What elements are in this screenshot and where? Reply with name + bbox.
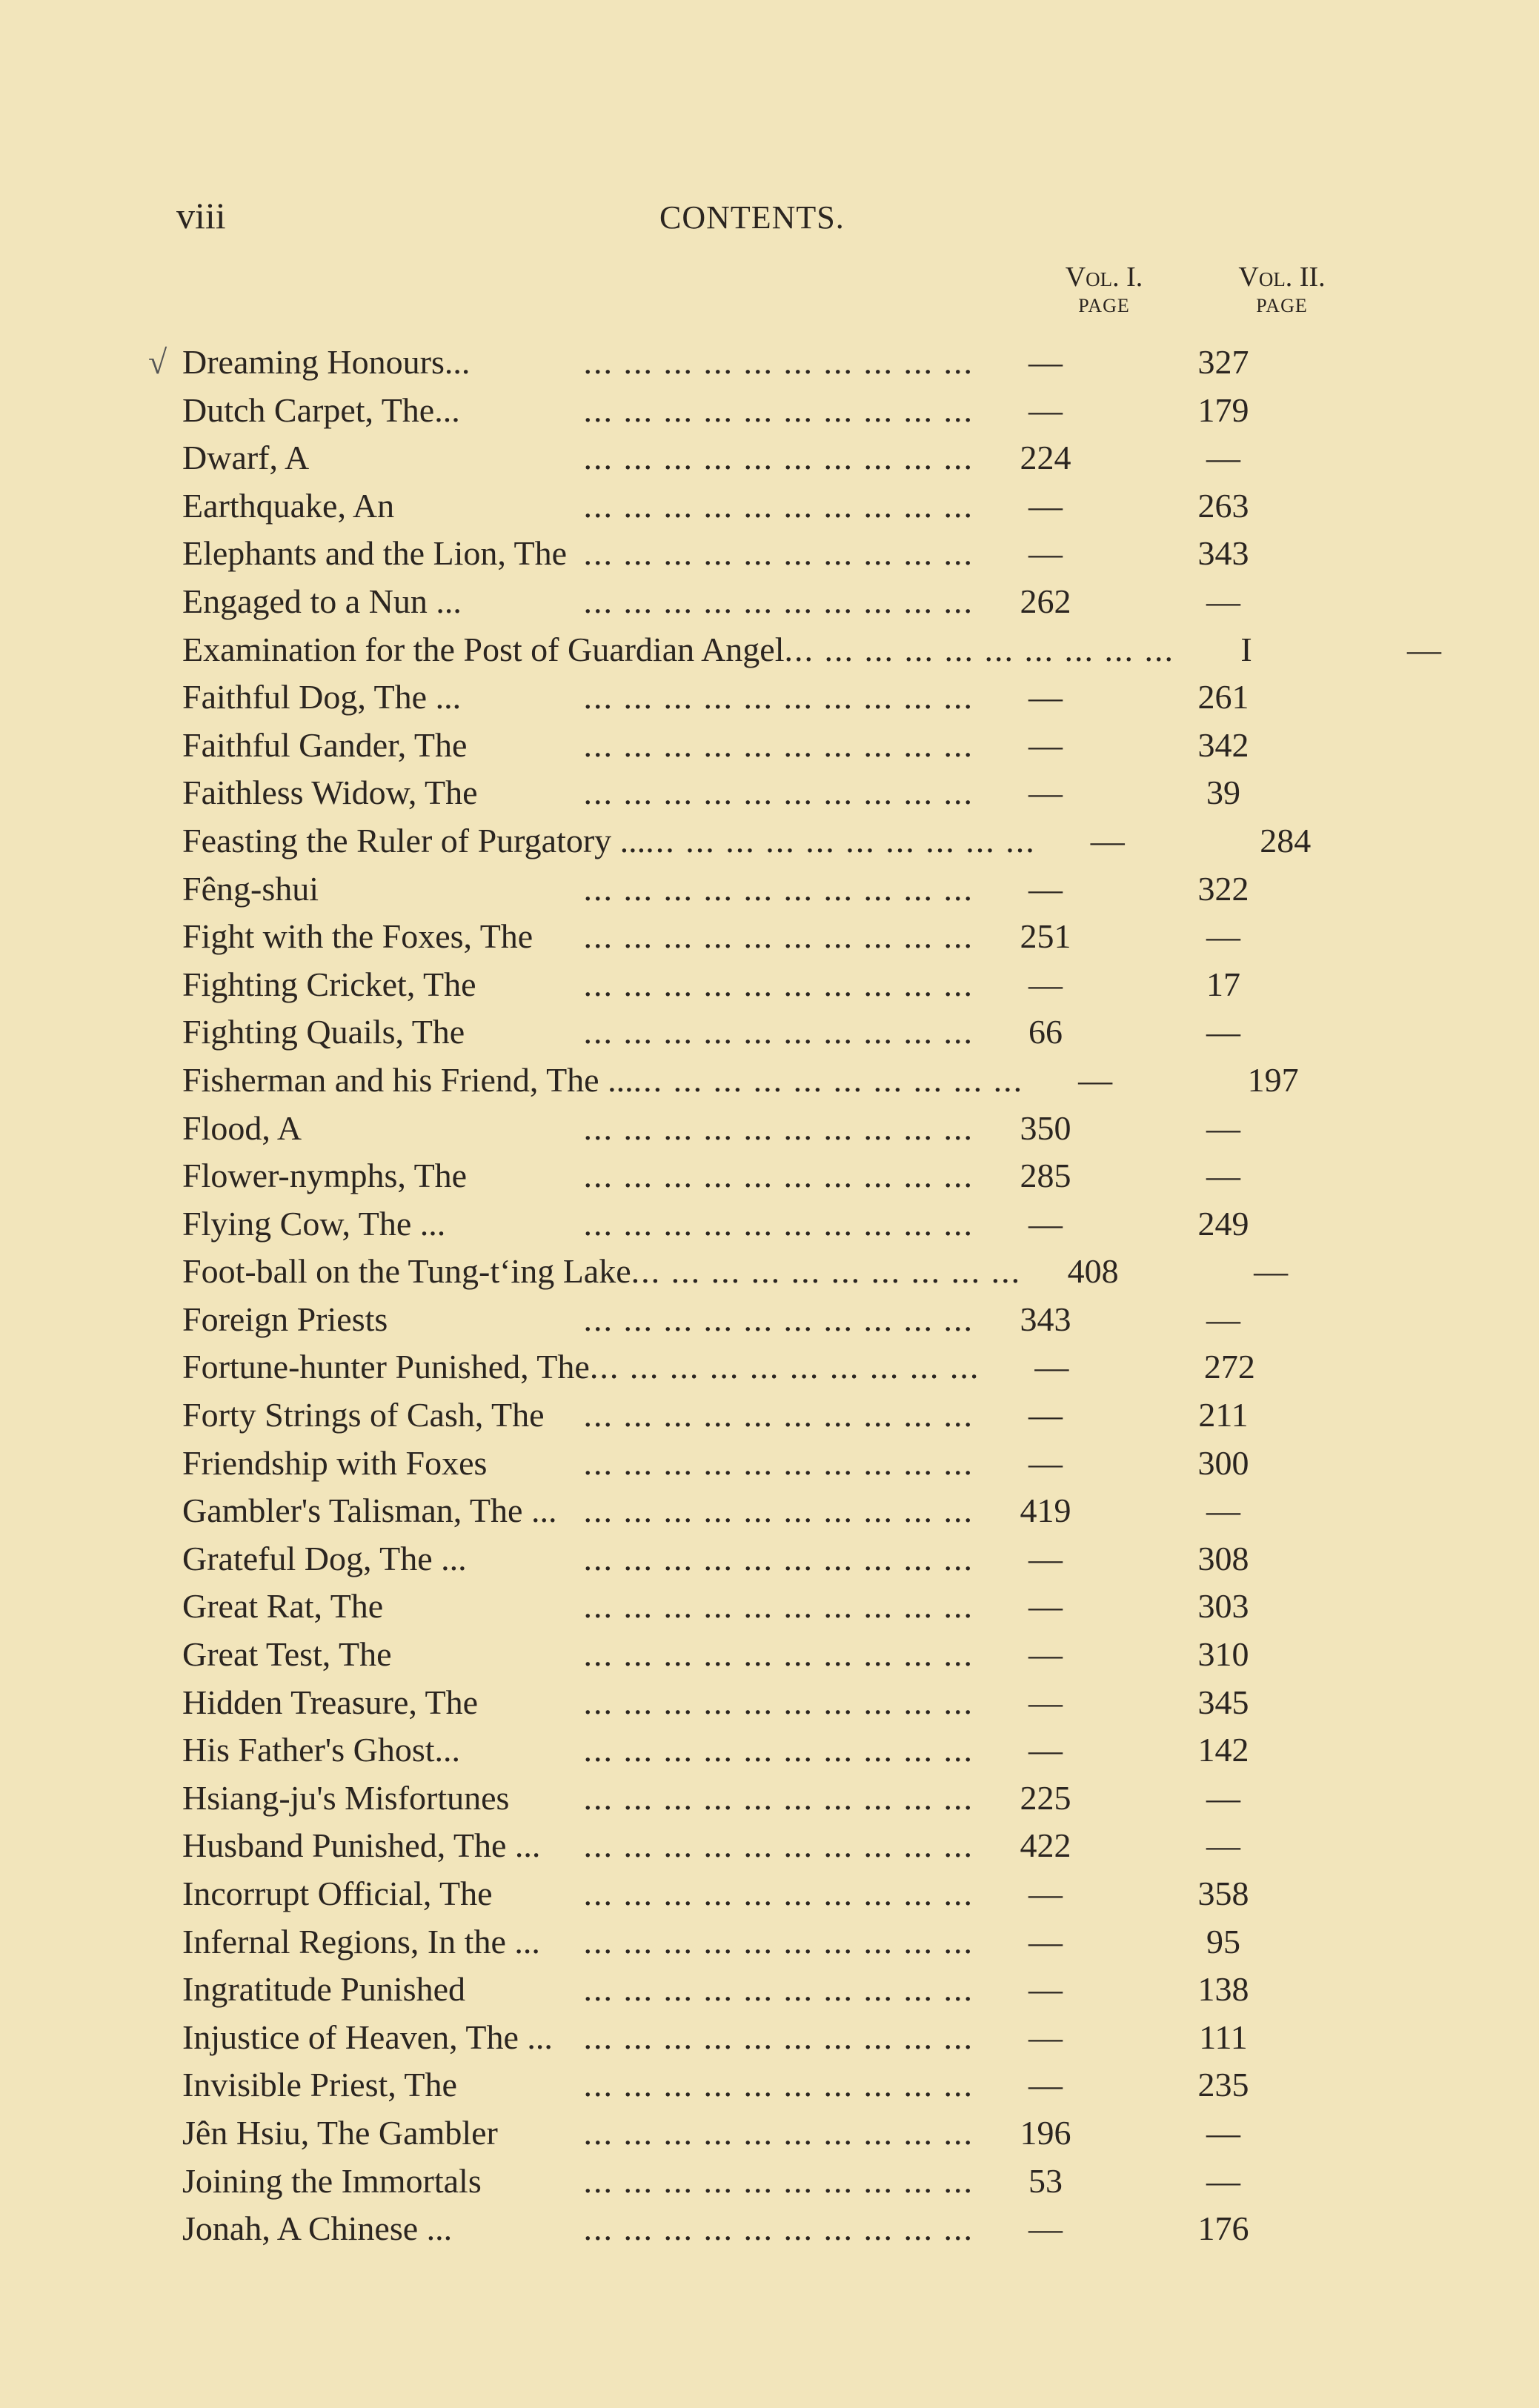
vol1-page: — bbox=[1028, 2066, 1063, 2104]
dot-leader: ... ... ... ... ... ... ... ... ... ... bbox=[583, 965, 974, 1003]
dot-leader: ... ... ... ... ... ... ... ... ... ... bbox=[583, 1396, 974, 1434]
page-number: viii bbox=[176, 195, 226, 236]
vol1-page-label: PAGE bbox=[1078, 295, 1130, 316]
vol1-page: — bbox=[1028, 1539, 1063, 1577]
contents-entry bbox=[182, 1204, 1338, 1252]
vol2-page: — bbox=[1206, 582, 1240, 620]
contents-entry bbox=[182, 342, 1338, 390]
vol2-page: 322 bbox=[1197, 869, 1249, 908]
contents-entry bbox=[182, 1108, 1338, 1157]
vol1-page: — bbox=[1028, 534, 1063, 573]
entry-title: Hidden Treasure, The bbox=[182, 1683, 479, 1721]
dot-leader: ... ... ... ... ... ... ... ... ... ... bbox=[583, 869, 974, 908]
entry-title: Infernal Regions, In the ... bbox=[182, 1922, 540, 1960]
vol1-page: 224 bbox=[1020, 439, 1071, 477]
vol1-label: Vol. I. bbox=[1065, 262, 1143, 293]
vol1-page: — bbox=[1028, 774, 1063, 812]
vol2-page: — bbox=[1206, 917, 1240, 956]
dot-leader: ... ... ... ... ... ... ... ... ... ... bbox=[583, 1826, 974, 1865]
vol1-page: — bbox=[1028, 2209, 1063, 2248]
vol2-page: — bbox=[1206, 1300, 1240, 1338]
contents-entry bbox=[182, 533, 1338, 582]
vol2-page: — bbox=[1206, 439, 1240, 477]
contents-entry bbox=[182, 1969, 1338, 2018]
vol1-page: — bbox=[1028, 965, 1063, 1003]
vol1-page: — bbox=[1090, 821, 1125, 859]
dot-leader: ... ... ... ... ... ... ... ... ... ... bbox=[583, 1108, 974, 1147]
contents-entry bbox=[182, 1443, 1338, 1491]
vol2-page: 249 bbox=[1197, 1204, 1249, 1243]
contents-entry bbox=[182, 1012, 1338, 1060]
vol1-page: — bbox=[1028, 678, 1063, 716]
contents-entry bbox=[182, 965, 1338, 1013]
vol2-page: — bbox=[1407, 630, 1442, 668]
vol2-page: 308 bbox=[1197, 1539, 1249, 1577]
contents-entry bbox=[182, 630, 1442, 678]
dot-leader: ... ... ... ... ... ... ... ... ... ... bbox=[583, 1539, 974, 1577]
dot-leader: ... ... ... ... ... ... ... ... ... ... bbox=[583, 486, 974, 525]
contents-entry bbox=[182, 2065, 1338, 2113]
vol1-page: — bbox=[1028, 1683, 1063, 1721]
vol2-page: 310 bbox=[1197, 1635, 1249, 1674]
vol2-page: 176 bbox=[1197, 2209, 1249, 2248]
entry-title: Jên Hsiu, The Gambler bbox=[182, 2113, 498, 2152]
vol1-page: — bbox=[1028, 725, 1063, 764]
vol1-page: 66 bbox=[1028, 1013, 1063, 1051]
vol2-page: 142 bbox=[1197, 1731, 1249, 1769]
contents-entry bbox=[182, 1395, 1338, 1443]
vol1-page: 408 bbox=[1067, 1252, 1119, 1291]
vol2-page: 197 bbox=[1247, 1060, 1299, 1099]
vol2-page: 211 bbox=[1198, 1396, 1249, 1434]
dot-leader: ... ... ... ... ... ... ... ... ... ... bbox=[583, 1204, 974, 1243]
contents-entry bbox=[182, 1060, 1338, 1108]
vol1-page: — bbox=[1028, 1731, 1063, 1769]
entry-title: Husband Punished, The ... bbox=[182, 1826, 541, 1865]
contents-entry bbox=[182, 1300, 1338, 1348]
vol1-page: — bbox=[1028, 390, 1063, 429]
vol1-page: 225 bbox=[1020, 1778, 1071, 1817]
contents-entry bbox=[182, 2161, 1338, 2209]
dot-leader: ... ... ... ... ... ... ... ... ... ... bbox=[583, 1778, 974, 1817]
vol2-page: — bbox=[1206, 1013, 1240, 1051]
contents-entry bbox=[182, 1874, 1338, 1922]
vol2-page: 95 bbox=[1206, 1922, 1240, 1960]
vol1-page: — bbox=[1028, 1970, 1063, 2009]
vol1-page: — bbox=[1028, 1875, 1063, 1912]
vol2-page: 343 bbox=[1197, 534, 1249, 573]
dot-leader: ... ... ... ... ... ... ... ... ... ... bbox=[583, 582, 974, 620]
contents-entry bbox=[182, 582, 1338, 630]
dot-leader: ... ... ... ... ... ... ... ... ... ... bbox=[583, 1683, 974, 1721]
vol1-page: — bbox=[1028, 869, 1063, 908]
vol2-page: 345 bbox=[1197, 1683, 1249, 1721]
vol1-page: — bbox=[1028, 343, 1063, 381]
vol1-page: — bbox=[1028, 1635, 1063, 1674]
entry-title: Flower-nymphs, The bbox=[182, 1157, 468, 1195]
entry-title: Fighting Cricket, The bbox=[182, 965, 476, 1003]
vol2-page: 17 bbox=[1206, 965, 1240, 1003]
entry-title: Dwarf, A bbox=[182, 439, 310, 477]
entry-title: Invisible Priest, The bbox=[182, 2066, 457, 2104]
vol1-page: 419 bbox=[1020, 1491, 1071, 1530]
dot-leader: ... ... ... ... ... ... ... ... ... ... bbox=[583, 1157, 974, 1195]
vol2-label: Vol. II. bbox=[1238, 262, 1326, 293]
vol2-page: 284 bbox=[1260, 821, 1312, 859]
vol1-page: — bbox=[1028, 1204, 1063, 1243]
vol1-page: — bbox=[1028, 1922, 1063, 1960]
vol1-page: 422 bbox=[1020, 1826, 1071, 1865]
dot-leader: ... ... ... ... ... ... ... ... ... ... bbox=[583, 390, 974, 429]
vol2-page: 179 bbox=[1197, 390, 1249, 429]
contents-entry bbox=[182, 725, 1338, 774]
vol2-page: — bbox=[1206, 2161, 1240, 2200]
vol2-page: 235 bbox=[1197, 2066, 1249, 2104]
vol1-page: 343 bbox=[1020, 1300, 1071, 1338]
contents-entry bbox=[182, 2113, 1338, 2161]
dot-leader: ... ... ... ... ... ... ... ... ... ... bbox=[583, 1970, 974, 2009]
dot-leader: ... ... ... ... ... ... ... ... ... ... bbox=[583, 1731, 974, 1769]
contents-entry bbox=[182, 1491, 1338, 1539]
entry-title: Faithful Gander, The bbox=[182, 725, 468, 764]
contents-entry bbox=[182, 773, 1338, 821]
dot-leader: ... ... ... ... ... ... ... ... ... ... bbox=[583, 2066, 974, 2104]
vol2-page: 358 bbox=[1197, 1875, 1249, 1912]
dot-leader: ... ... ... ... ... ... ... ... ... ... bbox=[583, 1013, 974, 1051]
entry-title: Engaged to a Nun ... bbox=[182, 582, 462, 620]
entry-title: Faithful Dog, The ... bbox=[182, 678, 462, 716]
dot-leader: ... ... ... ... ... ... ... ... ... ... bbox=[583, 1443, 974, 1482]
entry-title: Faithless Widow, The bbox=[182, 774, 478, 812]
contents-entry bbox=[182, 869, 1338, 917]
contents-entry bbox=[182, 677, 1338, 725]
dot-leader: ... ... ... ... ... ... ... ... ... ... bbox=[583, 343, 974, 381]
vol1-page: 285 bbox=[1020, 1157, 1071, 1195]
contents-entry bbox=[182, 1730, 1338, 1778]
dot-leader: ... ... ... ... ... ... ... ... ... ... bbox=[583, 1491, 974, 1530]
vol2-page: — bbox=[1206, 2113, 1240, 2152]
entry-title: Injustice of Heaven, The ... bbox=[182, 2018, 553, 2056]
vol1-page: I bbox=[1240, 630, 1252, 668]
dot-leader: ... ... ... ... ... ... ... ... ... ... bbox=[583, 774, 974, 812]
entry-title: Flying Cow, The ... bbox=[182, 1204, 446, 1243]
entry-title: His Father's Ghost... bbox=[182, 1731, 461, 1769]
dot-leader: ... ... ... ... ... ... ... ... ... ... bbox=[583, 439, 974, 477]
entry-title: Fighting Quails, The bbox=[182, 1013, 465, 1051]
dot-leader: ... ... ... ... ... ... ... ... ... ... bbox=[631, 1252, 1022, 1291]
dot-leader: ... ... ... ... ... ... ... ... ... ... bbox=[583, 2113, 974, 2152]
vol2-page: 342 bbox=[1197, 725, 1249, 764]
dot-leader: ... ... ... ... ... ... ... ... ... ... bbox=[583, 2018, 974, 2056]
contents-entry bbox=[182, 1586, 1338, 1634]
entry-title: Dreaming Honours... bbox=[182, 343, 471, 381]
vol2-page: — bbox=[1254, 1252, 1289, 1291]
vol2-page: — bbox=[1206, 1108, 1240, 1147]
vol1-page: 262 bbox=[1020, 582, 1071, 620]
dot-leader: ... ... ... ... ... ... ... ... ... ... bbox=[784, 630, 1175, 668]
entry-title: Fight with the Foxes, The bbox=[182, 917, 534, 956]
entry-title: Forty Strings of Cash, The bbox=[182, 1396, 545, 1434]
dot-leader: ... ... ... ... ... ... ... ... ... ... bbox=[583, 678, 974, 716]
entry-title: Friendship with Foxes bbox=[182, 1443, 488, 1482]
entry-title: Foreign Priests bbox=[182, 1300, 388, 1338]
vol2-page: — bbox=[1206, 1157, 1240, 1195]
vol1-page: — bbox=[1028, 1587, 1063, 1626]
entry-title: Jonah, A Chinese ... bbox=[182, 2209, 453, 2248]
dot-leader: ... ... ... ... ... ... ... ... ... ... bbox=[583, 1300, 974, 1338]
contents-entry bbox=[182, 2209, 1338, 2257]
entry-title: Incorrupt Official, The bbox=[182, 1875, 493, 1912]
contents-entry bbox=[182, 1156, 1338, 1204]
vol2-page: 263 bbox=[1197, 486, 1249, 525]
dot-leader: ... ... ... ... ... ... ... ... ... ... bbox=[589, 1348, 980, 1386]
dot-leader: ... ... ... ... ... ... ... ... ... ... bbox=[583, 917, 974, 956]
vol2-page-label: PAGE bbox=[1256, 295, 1308, 316]
vol2-page: 39 bbox=[1206, 774, 1240, 812]
contents-entry bbox=[182, 2018, 1338, 2066]
entry-title: Gambler's Talisman, The ... bbox=[182, 1491, 557, 1530]
vol2-page: 300 bbox=[1197, 1443, 1249, 1482]
entry-title: Dutch Carpet, The... bbox=[182, 390, 460, 429]
contents-list bbox=[182, 342, 1442, 2257]
contents-entry bbox=[182, 1539, 1338, 1587]
entry-title: Elephants and the Lion, The bbox=[182, 534, 568, 573]
vol1-page: 196 bbox=[1020, 2113, 1071, 2152]
contents-entry bbox=[182, 1826, 1338, 1874]
vol2-page: 111 bbox=[1199, 2018, 1248, 2056]
entry-title: Hsiang-ju's Misfortunes bbox=[182, 1778, 510, 1817]
entry-title: Fortune-hunter Punished, The bbox=[182, 1348, 590, 1386]
vol2-page: 327 bbox=[1197, 343, 1249, 381]
vol1-page: — bbox=[1028, 2018, 1063, 2056]
entry-title: Feasting the Ruler of Purgatory ... bbox=[182, 821, 646, 859]
dot-leader: ... ... ... ... ... ... ... ... ... ... bbox=[583, 2209, 974, 2248]
running-title: CONTENTS. bbox=[659, 199, 845, 236]
dot-leader: ... ... ... ... ... ... ... ... ... ... bbox=[583, 1922, 974, 1960]
entry-title: Fêng-shui bbox=[182, 869, 319, 908]
contents-entry bbox=[182, 1347, 1338, 1395]
dot-leader: ... ... ... ... ... ... ... ... ... ... bbox=[583, 2161, 974, 2200]
dot-leader: ... ... ... ... ... ... ... ... ... ... bbox=[583, 1875, 974, 1912]
dot-leader: ... ... ... ... ... ... ... ... ... ... bbox=[583, 1587, 974, 1626]
dot-leader: ... ... ... ... ... ... ... ... ... ... bbox=[583, 534, 974, 573]
contents-entry bbox=[182, 390, 1338, 439]
entry-title: Ingratitude Punished bbox=[182, 1970, 465, 2009]
entry-title: Flood, A bbox=[182, 1108, 302, 1147]
vol1-page: — bbox=[1028, 1396, 1063, 1434]
vol1-page: — bbox=[1078, 1060, 1113, 1099]
vol1-page: — bbox=[1034, 1348, 1069, 1386]
vol2-page: — bbox=[1206, 1826, 1240, 1865]
vol1-page: 53 bbox=[1028, 2161, 1063, 2200]
dot-leader: ... ... ... ... ... ... ... ... ... ... bbox=[583, 725, 974, 764]
vol1-page: 251 bbox=[1020, 917, 1071, 956]
entry-title: Joining the Immortals bbox=[182, 2161, 482, 2200]
contents-entry bbox=[182, 917, 1338, 965]
contents-entry bbox=[182, 438, 1338, 486]
contents-entry bbox=[182, 821, 1338, 869]
contents-entry bbox=[182, 1634, 1338, 1683]
contents-entry bbox=[182, 486, 1338, 534]
entry-title: Great Test, The bbox=[182, 1635, 392, 1674]
entry-title: Fisherman and his Friend, The ... bbox=[182, 1060, 634, 1099]
contents-entry bbox=[182, 1778, 1338, 1826]
check-mark: √ bbox=[148, 343, 167, 381]
vol1-page: — bbox=[1028, 1443, 1063, 1482]
vol1-page: 350 bbox=[1020, 1108, 1071, 1147]
vol2-page: 272 bbox=[1203, 1348, 1255, 1386]
contents-entry bbox=[182, 1683, 1338, 1731]
entry-title: Grateful Dog, The ... bbox=[182, 1539, 467, 1577]
dot-leader: ... ... ... ... ... ... ... ... ... ... bbox=[633, 1060, 1024, 1099]
column-header-vol2 bbox=[1208, 261, 1356, 317]
entry-title: Foot-ball on the Tung-t‘ing Lake bbox=[182, 1252, 631, 1291]
entry-title: Examination for the Post of Guardian Angel bbox=[182, 630, 785, 668]
vol2-page: 303 bbox=[1197, 1587, 1249, 1626]
entry-title: Earthquake, An bbox=[182, 486, 395, 525]
column-header-vol1 bbox=[1030, 261, 1178, 317]
vol2-page: 261 bbox=[1197, 678, 1249, 716]
dot-leader: ... ... ... ... ... ... ... ... ... ... bbox=[645, 821, 1036, 859]
contents-entry bbox=[182, 1251, 1338, 1300]
vol2-page: 138 bbox=[1197, 1970, 1249, 2009]
dot-leader: ... ... ... ... ... ... ... ... ... ... bbox=[583, 1635, 974, 1674]
vol1-page: — bbox=[1028, 486, 1063, 525]
vol2-page: — bbox=[1206, 1778, 1240, 1817]
contents-entry bbox=[182, 1922, 1338, 1970]
vol2-page: — bbox=[1206, 1491, 1240, 1530]
entry-title: Great Rat, The bbox=[182, 1587, 384, 1626]
